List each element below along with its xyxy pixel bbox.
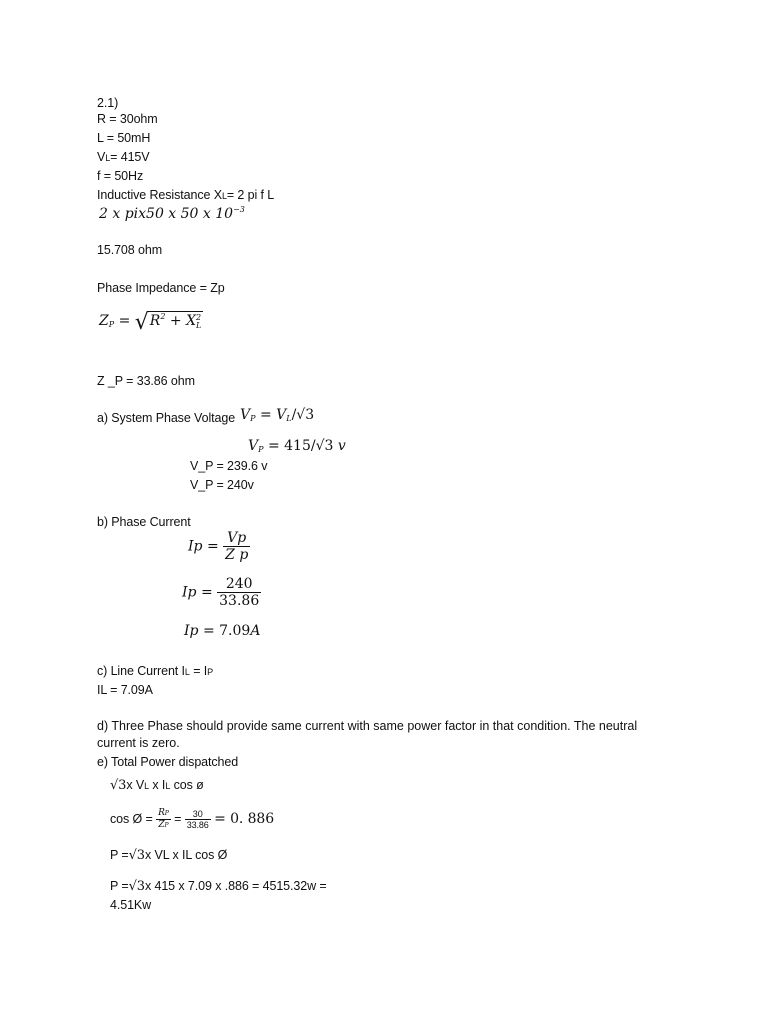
vp-unit: v [337,438,346,454]
phase-current-formula [188,530,250,563]
sqrt-radicand [148,311,204,330]
zp-subscript: P [108,320,115,329]
rp-subscript: P [164,810,169,818]
part-e-label: e) Total Power dispatched [97,755,239,769]
problem-number: 2.1) [97,96,119,110]
part-a-substitution [248,438,346,454]
vl-divide-root3: /√3 [291,407,315,423]
numeric-pf-fraction [185,809,211,830]
power-formula-vl: x V [126,778,145,792]
zp-den-subscript: P [164,822,169,830]
power-factor-result: = 0. 886 [214,811,275,827]
root3-icon-3: √3 [128,879,145,894]
cos-equals: = [174,812,182,826]
part-c-label [97,664,213,679]
line-current-label: c) Line Current I [97,664,185,678]
power-calculation [110,879,327,894]
vp-symbol: V [240,407,251,423]
power-formula-il: x I [152,778,166,792]
part-a-label: a) System Phase Voltage [97,411,236,425]
vl-symbol: V [97,150,106,164]
il-subscript: L [184,667,190,677]
ip-denominator-2: 33.86 [219,593,260,609]
given-frequency: f = 50Hz [97,169,144,183]
vp-symbol-2: V [248,438,259,454]
ip-numerator-2: 240 [225,576,253,592]
zp-equals: = [118,313,131,329]
p-eq-label: P = [110,848,129,862]
part-c-result: IL = 7.09A [97,683,153,697]
xl-formula: = 2 pi f L [226,188,275,202]
p-eq-rest: x VL x IL cos Ø [144,848,228,862]
radicand-x: X [186,313,197,329]
radicand-x-exp: 2 [196,313,202,322]
ip-denominator-1: Z p [225,547,249,563]
power-vl-subscript: L [144,781,150,791]
power-final-result: 4.51Kw [110,898,152,912]
radicand-r-exp: 2 [160,312,166,321]
ip-subscript: P [207,667,214,677]
radicand-x-subscript: L [196,321,202,330]
zp-symbol: Z [99,313,109,329]
pf-denominator: 33.86 [186,820,209,831]
given-inductance: L = 50mH [97,131,151,145]
vl-subscript: L [105,153,111,163]
ip-result-value: = 7.09 [202,623,251,639]
radicand-plus: + [169,313,182,329]
given-resistance: R = 30ohm [97,112,158,126]
xl-calc-exponent: −3 [233,205,245,214]
pf-numerator: 30 [192,809,203,820]
vl-subscript-math: L [286,414,292,423]
impedance-result: Z _P = 33.86 ohm [97,374,195,388]
ip-result-symbol: Ip [184,623,199,639]
cos-phi-label: cos Ø = [110,812,153,826]
xl-subscript: L [221,191,227,201]
part-a-line1: V_P = 239.6 v [190,459,268,473]
root3-icon: √3 [110,778,127,793]
radicand-r: R [149,313,161,329]
sqrt-icon: √ [134,310,149,335]
il-equals-ip: = I [193,664,208,678]
impedance-heading: Phase Impedance = Zp [97,281,225,295]
ip-numerator-1: Vp [227,530,247,546]
xl-calculation [99,205,245,222]
vl-value: = 415V [110,150,150,164]
power-equation [110,848,227,863]
root3-icon-2: √3 [128,848,145,863]
vp-subscript: P [250,414,256,423]
power-factor-calc [110,804,274,834]
xl-result: 15.708 ohm [97,243,163,257]
power-il-subscript: L [165,781,171,791]
phase-current-result [184,623,260,639]
impedance-formula [99,310,203,335]
p-calc-label: P = [110,879,129,893]
vp-equals: = [259,407,272,423]
part-b-label: b) Phase Current [97,515,191,529]
ip-fraction-numeric [217,576,261,609]
rp-symbol: R [158,808,165,819]
power-formula-cos: cos ø [173,778,204,792]
ip-result-unit: A [250,623,261,639]
xl-label: Inductive Resistance X [97,188,222,202]
vp-substituted: = 415/√3 [267,438,334,454]
ip-lhs-1: Ip = [188,538,219,555]
ip-lhs-2: Ip = [182,584,213,601]
phase-current-substitution [182,576,261,609]
inductive-reactance-heading [97,188,274,203]
xl-calc-text: 2 x pix50 x 50 x 10 [99,206,234,222]
part-d-text: d) Three Phase should provide same current with same power factor in that condition. The neutral current is zero. [97,719,638,750]
given-line-voltage [97,150,150,165]
rp-zp-fraction [156,808,171,831]
power-formula [110,778,204,793]
zp-den-symbol: Z [158,820,165,831]
vl-symbol-math: V [276,407,287,423]
ip-fraction-symbolic [223,530,250,563]
part-a-formula [240,407,314,423]
p-calc-rest: x 415 x 7.09 x .886 = 4515.32w = [144,879,327,893]
part-a-line2: V_P = 240v [190,478,254,492]
vp-subscript-2: P [258,445,264,454]
